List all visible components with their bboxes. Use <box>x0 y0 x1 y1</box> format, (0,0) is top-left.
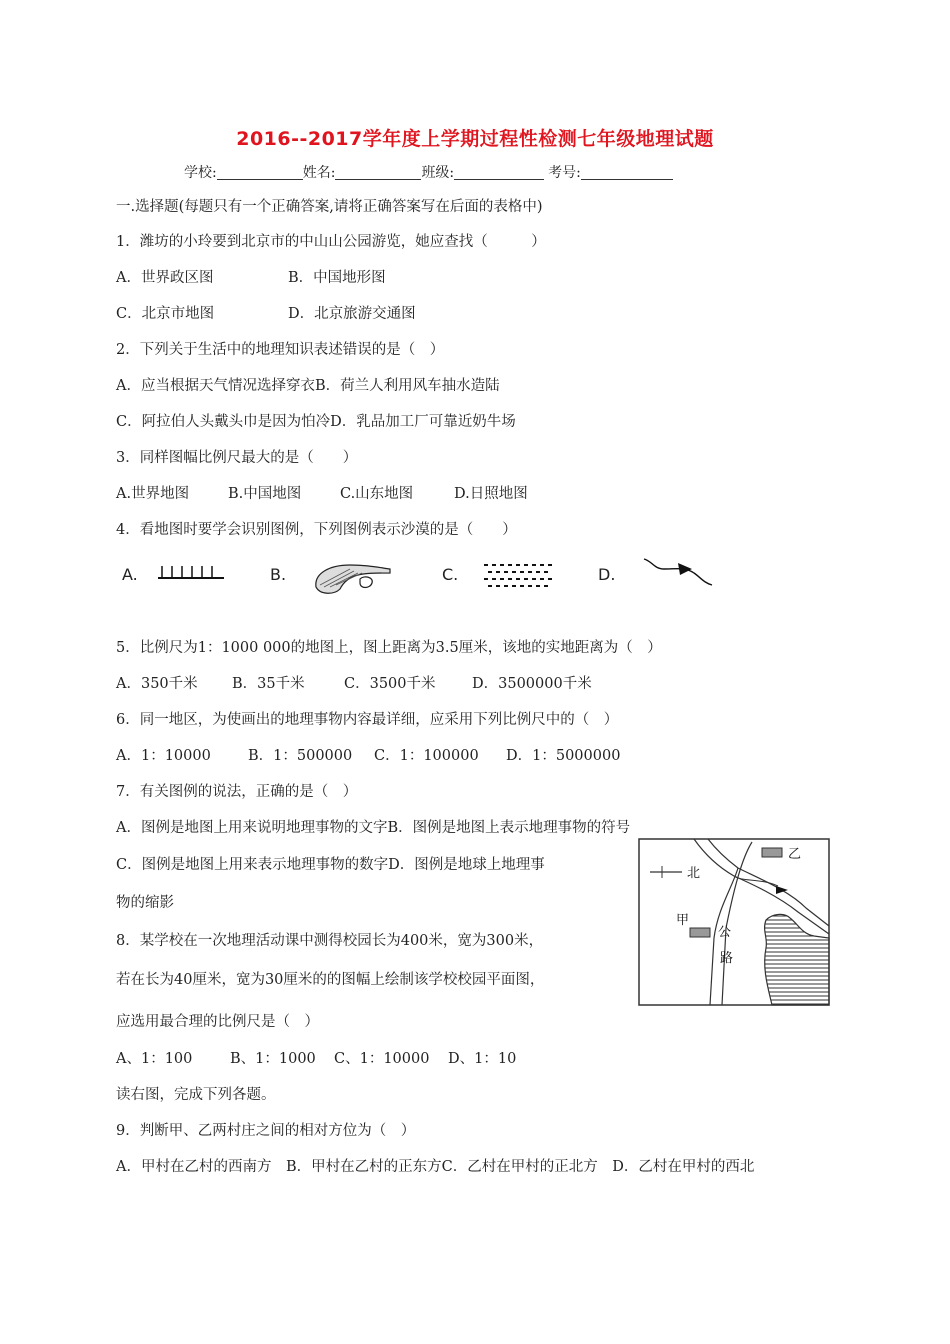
q8-option-d: D、1：10 <box>448 1051 517 1067</box>
village-a-marker <box>690 928 710 937</box>
map-road-label-2: 路 <box>720 951 734 966</box>
q3-option-a: A.世界地图 <box>116 486 190 502</box>
exam-no-label: 考号: <box>548 165 581 181</box>
question-4-stem: 4．看地图时要学会识别图例，下列图例表示沙漠的是（ ） <box>116 522 517 538</box>
q1-option-a: A．世界政区图 <box>116 270 214 286</box>
q4-option-a-label: A. <box>122 565 138 584</box>
question-1-stem: 1．潍坊的小玲要到北京市的中山山公园游览，她应查找（ ） <box>116 234 546 250</box>
question-7-options-cd: C．图例是地图上用来表示地理事物的数字D．图例是地球上地理事 <box>116 857 545 873</box>
section-heading: 一.选择题(每题只有一个正确答案,请将正确答案写在后面的表格中) <box>116 199 543 215</box>
desert-symbol-icon <box>482 561 554 593</box>
q4-option-d-label: D. <box>598 565 616 584</box>
q3-option-d: D.日照地图 <box>454 486 528 502</box>
q5-option-b: B．35千米 <box>232 676 305 692</box>
question-2-options-ab: A．应当根据天气情况选择穿衣B．荷兰人利用风车抽水造陆 <box>116 378 500 394</box>
question-8-line-2: 若在长为40厘米，宽为30厘米的的图幅上绘制该学校校园平面图， <box>116 972 545 988</box>
q8-option-c: C、1：10000 <box>334 1051 430 1067</box>
q4-option-b-label: B. <box>270 565 287 584</box>
q5-option-a: A．350千米 <box>116 676 198 692</box>
q1-option-d: D．北京旅游交通图 <box>288 306 416 322</box>
question-7-stem: 7．有关图例的说法，正确的是（ ） <box>116 784 358 800</box>
map-north-label: 北 <box>687 866 701 881</box>
question-9-options: A．甲村在乙村的西南方 B．甲村在乙村的正东方C．乙村在甲村的正北方 D．乙村在甲村的西北 <box>116 1159 755 1175</box>
q6-option-a: A．1：10000 <box>116 748 211 764</box>
class-label: 班级: <box>421 165 455 181</box>
question-3-stem: 3．同样图幅比例尺最大的是（ ） <box>116 450 358 466</box>
question-7-options-ab: A．图例是地图上用来说明地理事物的文字B．图例是地图上表示地理事物的符号 <box>116 820 631 836</box>
question-9-stem: 9．判断甲、乙两村庄之间的相对方位为（ ） <box>116 1123 416 1139</box>
q3-option-c: C.山东地图 <box>340 486 414 502</box>
school-blank[interactable] <box>217 165 303 180</box>
lake-symbol-icon <box>310 557 400 597</box>
q5-option-c: C．3500千米 <box>344 676 436 692</box>
question-2-options-cd: C．阿拉伯人头戴头巾是因为怕冷D．乳品加工厂可靠近奶牛场 <box>116 414 516 430</box>
page-title: 2016--2017学年度上学期过程性检测七年级地理试题 <box>236 128 714 150</box>
map-village-b-label: 乙 <box>788 847 802 862</box>
q4-option-c-label: C. <box>442 565 459 584</box>
q1-option-b: B．中国地形图 <box>288 270 386 286</box>
map-village-a-label: 甲 <box>676 913 690 928</box>
question-8-line-3: 应选用最合理的比例尺是（ ） <box>116 1014 319 1030</box>
q6-option-d: D．1：5000000 <box>506 748 621 764</box>
q5-option-d: D．3500000千米 <box>472 676 592 692</box>
student-info-row <box>184 162 673 182</box>
village-b-marker <box>762 848 782 857</box>
q6-option-c: C．1：100000 <box>374 748 479 764</box>
q6-option-b: B．1：500000 <box>248 748 353 764</box>
q8-option-b: B、1：1000 <box>230 1051 316 1067</box>
question-7-options-cd-cont: 物的缩影 <box>116 895 174 911</box>
river-flow-symbol-icon <box>640 555 716 591</box>
school-label: 学校: <box>184 165 217 181</box>
class-blank[interactable] <box>454 165 544 180</box>
exam-no-blank[interactable] <box>581 165 673 180</box>
question-6-stem: 6．同一地区，为使画出的地理事物内容最详细，应采用下列比例尺中的（ ） <box>116 712 619 728</box>
name-blank[interactable] <box>335 165 421 180</box>
q8-option-a: A、1：100 <box>116 1051 193 1067</box>
read-map-instruction: 读右图，完成下列各题。 <box>116 1087 276 1103</box>
legend-symbols <box>120 555 740 605</box>
boundary-symbol-icon <box>156 563 226 581</box>
question-5-stem: 5．比例尺为1：1000 000的地图上，图上距离为3.5厘米，该地的实地距离为（ ） <box>116 640 662 656</box>
question-8-line-1: 8．某学校在一次地理活动课中测得校园长为400米，宽为300米， <box>116 933 544 949</box>
q3-option-b: B.中国地图 <box>228 486 302 502</box>
question-2-stem: 2．下列关于生活中的地理知识表述错误的是（ ） <box>116 342 445 358</box>
map-road-label-1: 公 <box>718 925 732 940</box>
name-label: 姓名: <box>302 165 336 181</box>
village-map-figure <box>638 838 830 1006</box>
q1-option-c: C．北京市地图 <box>116 306 215 322</box>
